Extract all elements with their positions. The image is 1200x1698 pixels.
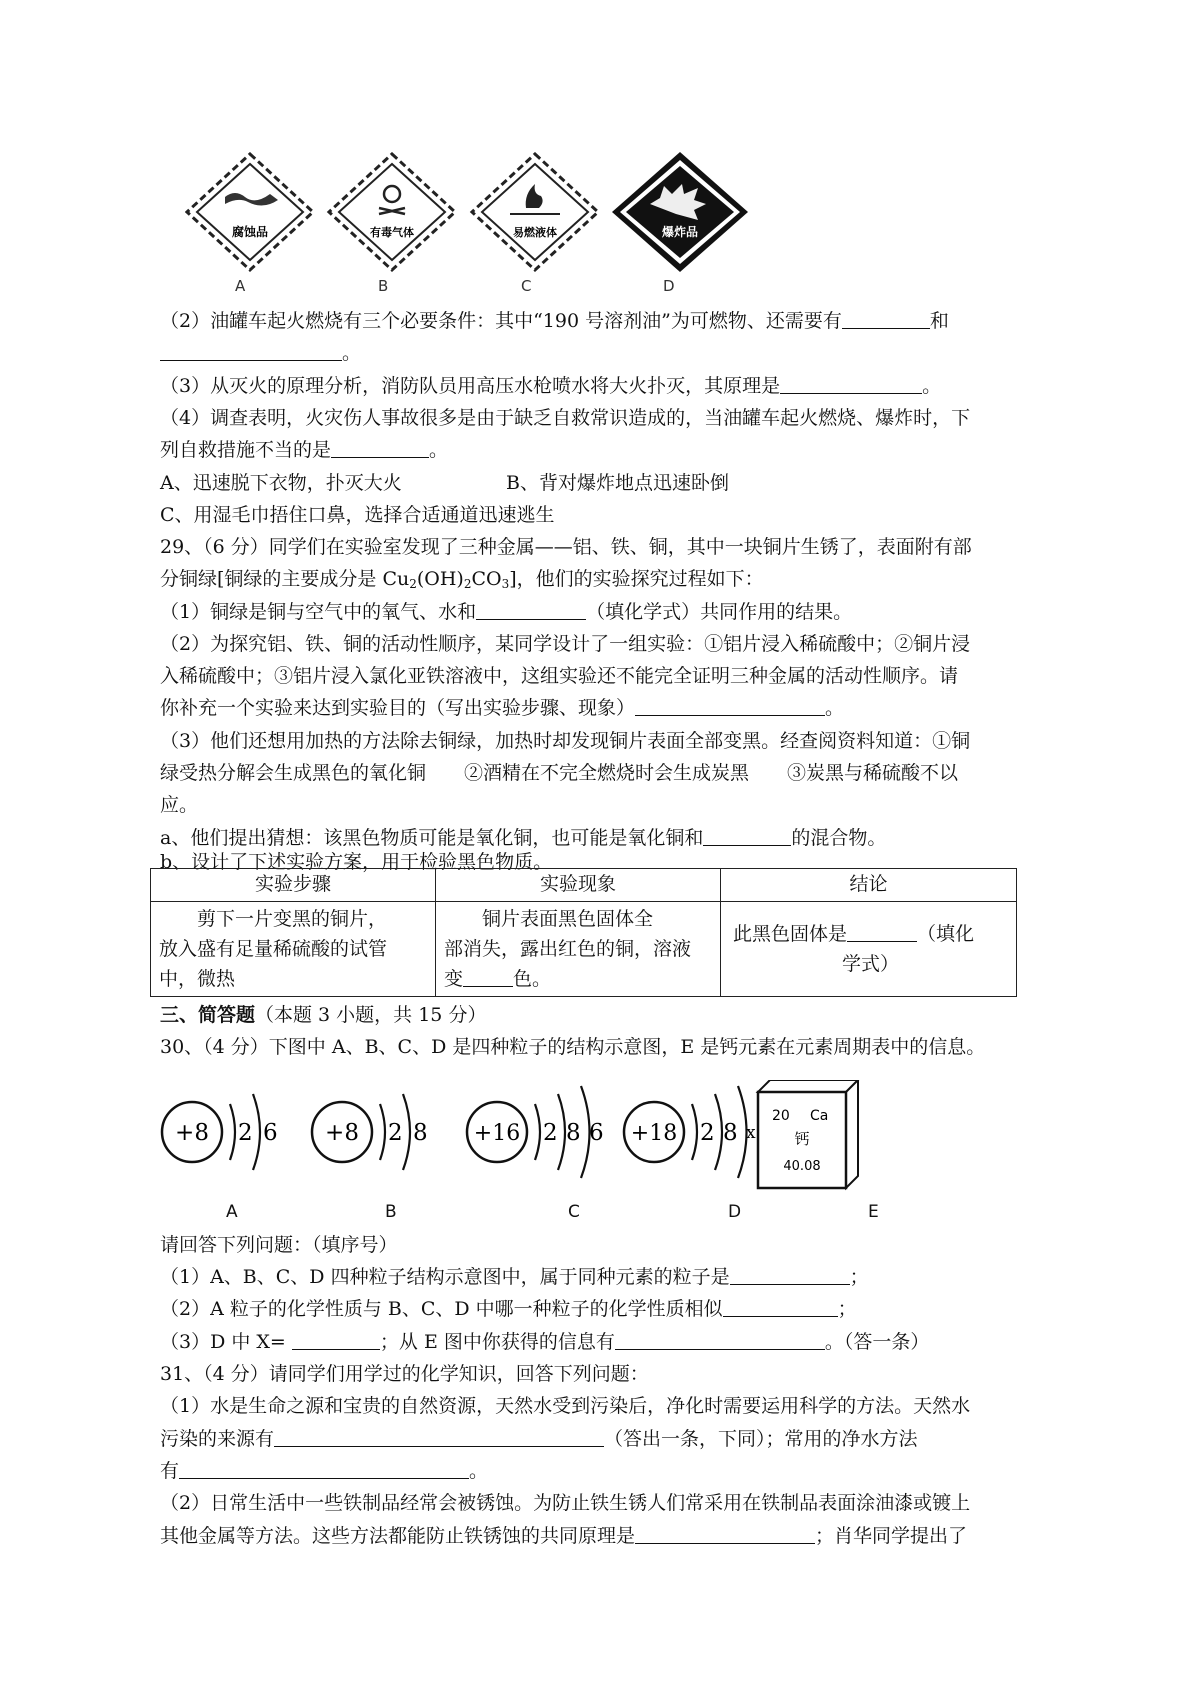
answer-blank[interactable] <box>635 696 825 716</box>
periodic-element-card <box>758 1080 858 1188</box>
sign-letter-d: D <box>663 277 675 295</box>
answer-blank[interactable] <box>780 374 922 394</box>
q29-part-a: a、他们提出猜想：该黑色物质可能是氧化铜，也可能是氧化铜和 的混合物。 <box>160 827 887 849</box>
q30-part3: （3）D 中 X= ；从 E 图中你获得的信息有 。（答一条） <box>160 1331 930 1353</box>
atomic-mass: 40.08 <box>783 1159 821 1174</box>
q31-part2-line1: （2）日常生活中一些铁制品经常会被锈蚀。为防止铁生锈人们常采用在铁制品表面涂油漆或镀上 <box>160 1492 971 1514</box>
atom-diagram-c <box>467 1086 604 1178</box>
answer-blank[interactable] <box>463 967 513 987</box>
q30-part1: （1）A、B、C、D 四种粒子结构示意图中，属于同种元素的粒子是 ； <box>160 1266 869 1288</box>
q31-part2-line2: 其他金属等方法。这些方法都能防止铁锈蚀的共同原理是 ；肖华同学提出了 <box>160 1525 968 1547</box>
q28-part2-line1: （2）油罐车起火燃烧有三个必要条件：其中“190 号溶剂油”为可燃物、还需要有 和 <box>160 310 949 332</box>
q28-option-b: B、背对爆炸地点迅速卧倒 <box>506 472 729 494</box>
shell-label: 8 <box>566 1120 581 1146</box>
answer-blank[interactable] <box>476 600 586 620</box>
table-cell-step: 剪下一片变黑的铜片， 放入盛有足量稀硫酸的试管 中，微热 <box>151 902 436 997</box>
atomic-number: 20 <box>772 1108 790 1124</box>
q31-head: 31、（4 分）请同学们用学过的化学知识，回答下列问题： <box>160 1363 649 1385</box>
answer-blank[interactable] <box>615 1330 825 1350</box>
table-header-cell: 实验现象 <box>436 869 721 902</box>
q30-head: 30、（4 分）下图中 A、B、C、D 是四种粒子的结构示意图，E 是钙元素在元素周期表中的信息。 <box>160 1036 986 1058</box>
shell-label: 6 <box>589 1120 604 1146</box>
table-cell-phenomenon: 铜片表面黑色固体全 部消失，露出红色的铜，溶液 变 色。 <box>436 902 721 997</box>
element-name: 钙 <box>794 1130 810 1148</box>
atom-letter-b: B <box>385 1202 397 1222</box>
q28-part2-line2: 。 <box>160 341 361 365</box>
q28-part4-line1: （4）调查表明，火灾伤人事故很多是由于缺乏自救常识造成的，当油罐车起火燃烧、爆炸时，下 <box>160 407 971 429</box>
q29-part3-line3: 应。 <box>160 794 199 816</box>
table-header-row <box>151 869 1017 902</box>
sign-letter-a: A <box>235 277 246 295</box>
sign-letter-b: B <box>378 277 389 295</box>
hazard-label-a: 腐蚀品 <box>231 225 269 239</box>
answer-blank[interactable] <box>635 1524 815 1544</box>
hazard-sign-d <box>612 152 748 272</box>
answer-blank[interactable] <box>842 309 930 329</box>
hazard-label-b: 有毒气体 <box>370 226 414 239</box>
answer-blank[interactable] <box>274 1427 604 1447</box>
atom-letter-a: A <box>226 1202 238 1222</box>
section-title: 三、简答题（本题 3 小题，共 15 分） <box>160 1004 487 1026</box>
q29-head-line1: 29、（6 分）同学们在实验室发现了三种金属——铝、铁、铜，其中一块铜片生锈了，表面附有部 <box>160 536 972 558</box>
answer-blank[interactable] <box>160 341 342 361</box>
atom-diagram-a <box>162 1094 278 1170</box>
table-header-cell: 结论 <box>721 869 1017 902</box>
shell-label: 2 <box>388 1120 403 1146</box>
q29-part3-line2: 绿受热分解会生成黑色的氧化铜 ②酒精在不完全燃烧时会生成炭黑 ③炭黑与稀硫酸不以 <box>160 762 959 784</box>
answer-blank[interactable] <box>723 1297 838 1317</box>
q30-ask: 请回答下列问题：（填序号） <box>160 1234 398 1256</box>
q29-part3-line1: （3）他们还想用加热的方法除去铜绿，加热时却发现铜片表面全部变黑。经查阅资料知道：①铜 <box>160 730 971 752</box>
q30-part2: （2）A 粒子的化学性质与 B、C、D 中哪一种粒子的化学性质相似 ； <box>160 1298 857 1320</box>
q31-part1-line2: 污染的来源有 （答出一条，下同）；常用的净水方法 <box>160 1428 918 1450</box>
nucleus-label: +18 <box>630 1121 678 1146</box>
skull-icon <box>384 186 400 202</box>
atom-letter-e: E <box>868 1202 879 1222</box>
answer-blank[interactable] <box>730 1265 850 1285</box>
q31-part1-line3: 有 。 <box>160 1460 489 1482</box>
answer-blank[interactable] <box>331 438 429 458</box>
q29-part-b: b、设计了下述实验方案，用于检验黑色物质。 <box>160 851 553 873</box>
answer-blank[interactable] <box>847 922 917 942</box>
experiment-table <box>150 868 1017 997</box>
answer-blank[interactable] <box>179 1459 469 1479</box>
q28-option-c: C、用湿毛巾捂住口鼻，选择合适通道迅速逃生 <box>160 504 555 526</box>
q28-option-a: A、迅速脱下衣物，扑灭大火 <box>160 472 402 494</box>
q28-part3: （3）从灭火的原理分析，消防队员用高压水枪喷水将大火扑灭，其原理是 。 <box>160 375 942 397</box>
table-header-cell: 实验步骤 <box>151 869 436 902</box>
atom-letter-d: D <box>728 1202 742 1222</box>
nucleus-label: +8 <box>325 1120 359 1146</box>
hazard-sign-b <box>329 154 455 270</box>
q31-part1-line1: （1）水是生命之源和宝贵的自然资源，天然水受到污染后，净化时需要运用科学的方法。天然水 <box>160 1395 971 1417</box>
q29-part2-line3: 你补充一个实验来达到实验目的（写出实验步骤、现象） 。 <box>160 697 845 719</box>
table-cell-conclusion: 此黑色固体是 （填化 学式） <box>721 902 1017 997</box>
nucleus-label: +16 <box>473 1121 521 1146</box>
hazard-sign-a <box>187 154 313 270</box>
hazard-sign-c <box>472 154 598 270</box>
answer-blank[interactable] <box>292 1330 380 1350</box>
shell-label: 2 <box>238 1120 253 1146</box>
nucleus-label: +8 <box>175 1120 209 1146</box>
flame-icon <box>526 184 543 208</box>
q29-part1: （1）铜绿是铜与空气中的氧气、水和 （填化学式）共同作用的结果。 <box>160 601 853 623</box>
hazard-label-d: 爆炸品 <box>661 225 699 239</box>
q28-part4-line2: 列自救措施不当的是 。 <box>160 439 449 461</box>
atom-diagram-b <box>312 1094 428 1170</box>
table-row <box>151 902 1017 997</box>
particle-structure-figure <box>150 1080 970 1240</box>
shell-label: 8 <box>723 1120 738 1146</box>
answer-blank[interactable] <box>703 826 791 846</box>
atom-letter-c: C <box>568 1202 580 1222</box>
shell-label: 8 <box>413 1120 428 1146</box>
element-symbol: Ca <box>810 1108 829 1124</box>
hazard-signs-figure <box>185 152 805 297</box>
q29-part2-line2: 入稀硫酸中；③铝片浸入氯化亚铁溶液中，这组实验还不能完全证明三种金属的活动性顺序。请 <box>160 665 959 687</box>
shell-label: 2 <box>543 1120 558 1146</box>
atom-diagram-d <box>624 1086 756 1178</box>
sign-letter-c: C <box>521 277 532 295</box>
q29-part2-line1: （2）为探究铝、铁、铜的活动性顺序，某同学设计了一组实验：①铝片浸入稀硫酸中；②铜片浸 <box>160 633 971 655</box>
q29-head-line2: 分铜绿[铜绿的主要成分是 $Cu_2(OH)_2CO_3$]，他们的实验探究过程如下： <box>160 568 764 591</box>
shell-label: x <box>746 1123 756 1143</box>
hazard-label-c: 易燃液体 <box>513 226 557 239</box>
shell-label: 6 <box>263 1120 278 1146</box>
shell-label: 2 <box>700 1120 715 1146</box>
